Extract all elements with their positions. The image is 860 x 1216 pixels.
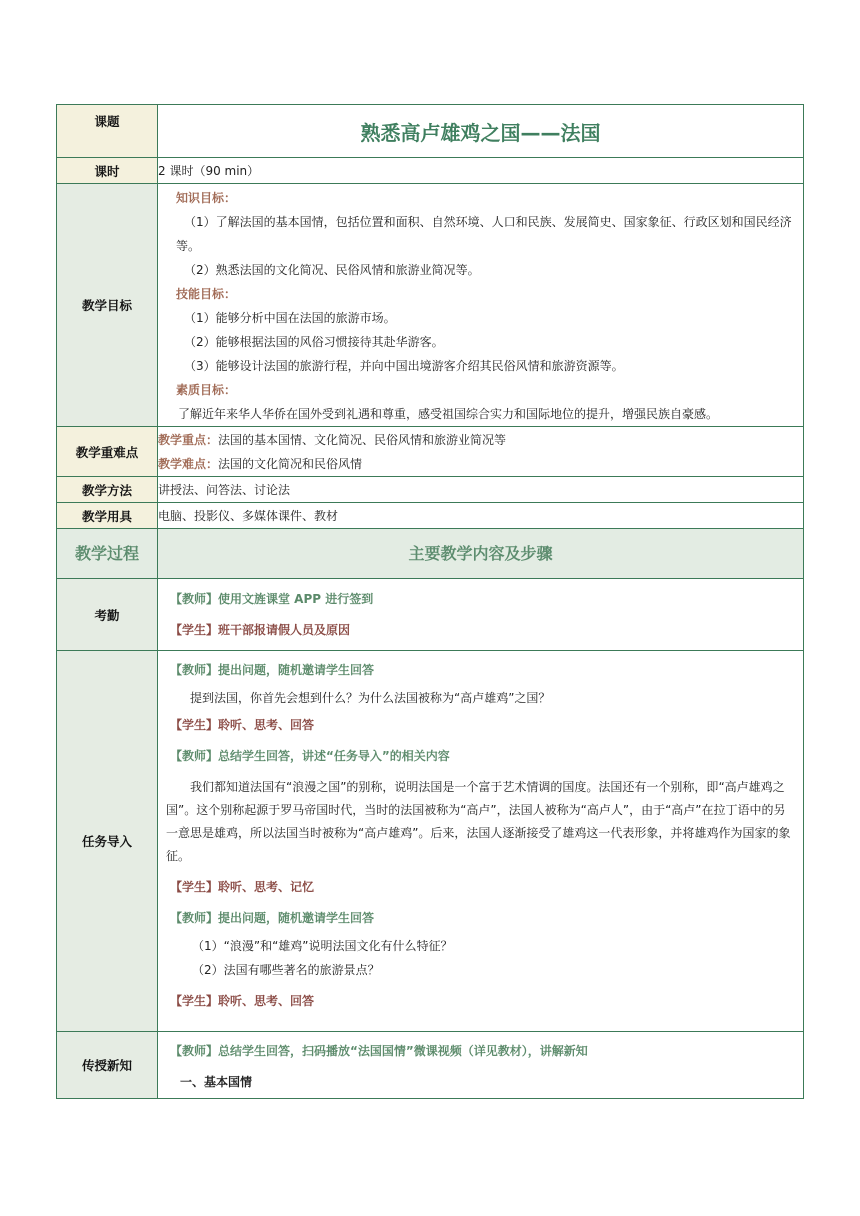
new-knowledge-teacher: 【教师】总结学生回答，扫码播放“法国国情”微课视频（详见教材），讲解新知 — [170, 1044, 588, 1058]
process-header-right — [158, 529, 804, 579]
new-knowledge-label: 传授新知 — [57, 1032, 158, 1099]
process-header-left — [57, 529, 158, 579]
attendance-teacher: 【教师】使用文旌课堂 APP 进行签到 — [170, 591, 374, 606]
skill-item-2: （2）能够根据法国的风俗习惯接待其赴华游客。 — [184, 335, 444, 349]
tools-label: 教学用具 — [57, 503, 158, 529]
intro-teacher-2: 【教师】总结学生回答，讲述“任务导入”的相关内容 — [170, 749, 450, 763]
skill-item-3: （3）能够设计法国的旅游行程，并向中国出境游客介绍其民俗风情和旅游资源等。 — [184, 359, 624, 373]
hours-value: 2 课时（90 min） — [158, 158, 804, 184]
key-point-text: 法国的基本国情、文化简况、民俗风情和旅游业简况等 — [218, 432, 507, 447]
intro-student-3: 【学生】聆听、思考、回答 — [170, 994, 315, 1008]
attendance-label: 考勤 — [57, 579, 158, 651]
goals-row — [57, 184, 804, 427]
intro-teacher-1: 【教师】提出问题，随机邀请学生回答 — [170, 663, 375, 677]
intro-row — [57, 651, 804, 1032]
knowledge-item-1: （1）了解法国的基本国情，包括位置和面积、自然环境、人口和民族、发展简史、国家象征、行政区划和国民经济等。 — [176, 215, 792, 253]
key-points-row — [57, 427, 804, 477]
difficult-point-text: 法国的文化简况和民俗风情 — [218, 456, 363, 471]
skill-item-1: （1）能够分析中国在法国的旅游市场。 — [184, 311, 396, 325]
goals-cell — [158, 184, 804, 427]
process-header-row — [57, 529, 804, 579]
key-point-label: 教学重点： — [158, 432, 219, 447]
tools-value: 电脑、投影仪、多媒体课件、教材 — [158, 503, 804, 529]
intro-label: 任务导入 — [57, 651, 158, 1032]
key-points-label: 教学重难点 — [57, 427, 158, 477]
intro-question-1: 提到法国，你首先会想到什么？为什么法国被称为“高卢雄鸡”之国？ — [190, 691, 551, 705]
goals-label: 教学目标 — [57, 184, 158, 427]
attendance-row — [57, 579, 804, 651]
intro-paragraph: 我们都知道法国有“浪漫之国”的别称，说明法国是一个富于艺术情调的国度。法国还有一个别称，即“高卢雄鸡之国”。这个别称起源于罗马帝国时代，当时的法国被称为“高卢”，法国人被称为“高卢人”，由于“高卢”在拉丁语中的另一意思是雄鸡，所以法国当时被称为“高卢雄鸡”。后来，法国人逐渐接受了雄鸡这一代表形象，并将雄鸡作为国家的象征。 — [166, 780, 791, 863]
method-row — [57, 477, 804, 503]
knowledge-item-2: （2）熟悉法国的文化简况、民俗风情和旅游业简况等。 — [184, 263, 480, 277]
hours-label: 课时 — [57, 158, 158, 184]
attendance-cell — [158, 579, 804, 651]
knowledge-heading: 知识目标： — [176, 191, 237, 205]
intro-question-2: （1）“浪漫”和“雄鸡”说明法国文化有什么特征？ — [192, 939, 453, 953]
page-title: 熟悉高卢雄鸡之国——法国 — [360, 121, 601, 145]
topic-label-cell — [57, 105, 158, 158]
method-label: 教学方法 — [57, 477, 158, 503]
process-header-left-text: 教学过程 — [74, 543, 139, 563]
tools-row — [57, 503, 804, 529]
lesson-plan-table — [56, 104, 804, 1099]
topic-label: 课题 — [94, 114, 120, 129]
intro-student-1: 【学生】聆听、思考、回答 — [170, 718, 315, 732]
quality-item-1: 了解近年来华人华侨在国外受到礼遇和尊重，感受祖国综合实力和国际地位的提升，增强民族自豪感。 — [178, 407, 719, 421]
intro-cell — [158, 651, 804, 1032]
new-knowledge-cell — [158, 1032, 804, 1099]
quality-heading: 素质目标： — [176, 383, 237, 397]
method-value: 讲授法、问答法、讨论法 — [158, 477, 804, 503]
intro-student-2: 【学生】聆听、思考、记忆 — [170, 880, 315, 894]
skill-heading: 技能目标： — [176, 287, 237, 301]
key-points-cell — [158, 427, 804, 477]
intro-question-3: （2）法国有哪些著名的旅游景点？ — [192, 963, 380, 977]
intro-teacher-3: 【教师】提出问题，随机邀请学生回答 — [170, 911, 375, 925]
attendance-student: 【学生】班干部报请假人员及原因 — [170, 622, 351, 637]
difficult-point-label: 教学难点： — [158, 456, 219, 471]
process-header-right-text: 主要教学内容及步骤 — [408, 543, 553, 563]
key-point-line — [158, 428, 803, 452]
hours-row — [57, 158, 804, 184]
title-row — [57, 105, 804, 158]
new-knowledge-section: 一、基本国情 — [180, 1075, 253, 1089]
new-knowledge-row — [57, 1032, 804, 1099]
difficult-point-line — [158, 452, 803, 476]
title-cell — [158, 105, 804, 158]
